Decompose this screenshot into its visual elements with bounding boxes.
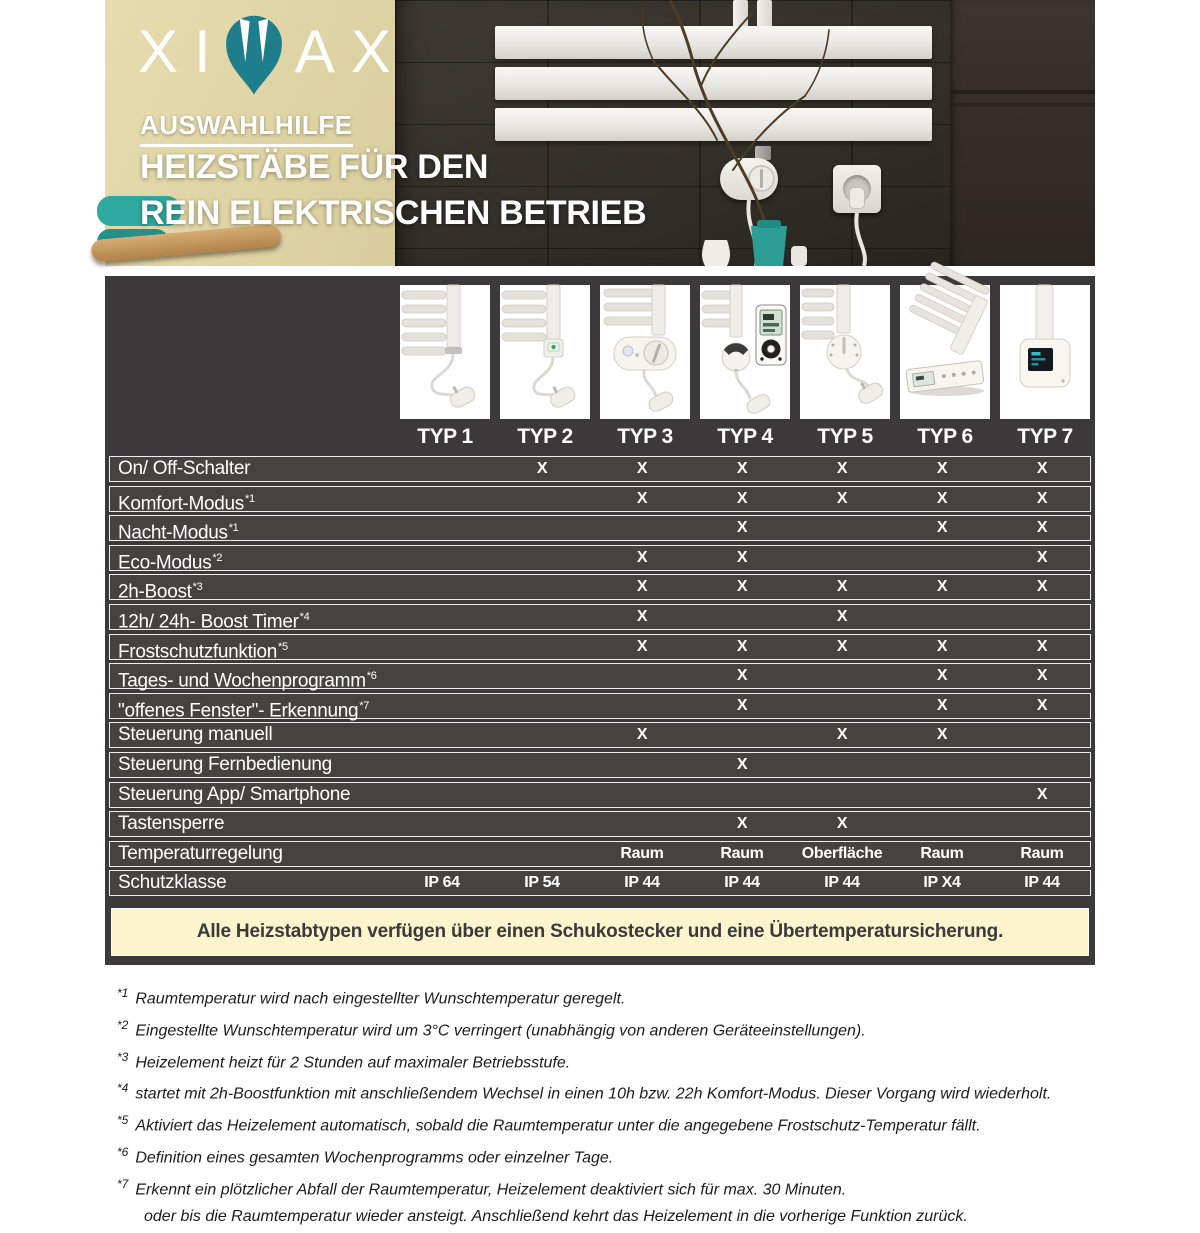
feature-empty	[592, 783, 692, 807]
product-image-typ-6	[900, 285, 990, 419]
table-row	[109, 486, 1091, 512]
table-row	[109, 841, 1091, 867]
feature-x-mark: X	[836, 607, 848, 625]
table-row	[109, 663, 1091, 692]
feature-x-mark: X	[636, 607, 648, 625]
hero-title-line1: HEIZSTÄBE FÜR DEN	[140, 148, 489, 186]
feature-empty	[792, 694, 892, 718]
table-row	[109, 811, 1091, 837]
feature-x-mark: X	[536, 460, 548, 477]
feature-x-mark: X	[936, 460, 948, 477]
row-label: On/ Off-Schalter	[118, 458, 251, 479]
feature-empty	[892, 546, 992, 570]
feature-empty	[392, 487, 492, 511]
feature-value: IP 44	[724, 874, 760, 892]
feature-x-mark: X	[836, 726, 848, 744]
footnote: $^{*7}$ Erkennt ein plötzlicher Abfall der Raumtemperatur, Heizelement deaktiviert sich für max. 30 Minuten. oder bis die Raumtemperatur wieder ansteigt. Anschließend kehrt das Heizelement in die vorherige Funktion zurück.	[117, 1175, 1097, 1226]
typ-header-spacer	[105, 422, 395, 452]
footnote-marker: *6	[117, 1145, 129, 1160]
table-row	[109, 515, 1091, 544]
table-row	[109, 752, 1091, 778]
feature-empty	[392, 812, 492, 836]
feature-empty	[492, 783, 592, 807]
feature-value: IP 44	[1024, 874, 1060, 892]
feature-empty	[392, 783, 492, 807]
feature-empty	[492, 694, 592, 718]
feature-x-mark: X	[936, 578, 948, 596]
feature-empty	[492, 635, 592, 659]
feature-empty	[892, 605, 992, 629]
table-row	[109, 574, 1091, 603]
table-row	[109, 545, 1091, 574]
product-image-typ-7	[1000, 285, 1090, 419]
footnote-marker: *1	[117, 986, 129, 1000]
branch-decoration	[642, 2, 829, 232]
table-row	[109, 870, 1091, 896]
feature-x-mark: X	[636, 460, 648, 477]
feature-value: Oberfläche	[801, 844, 883, 862]
product-image-typ-4	[700, 285, 790, 419]
row-label: Tages- und Wochenprogramm$^{*6}$	[118, 670, 377, 692]
footnote: $^{*4}$ startet mit 2h-Boostfunktion mit anschließendem Wechsel in einen 10h bzw. 22h Komfort-Modus. Dieser Vorgang wird wiederholt.	[117, 1081, 1052, 1103]
table-row	[109, 604, 1091, 633]
feature-x-mark: X	[736, 755, 748, 773]
feature-empty	[592, 664, 692, 688]
row-label: Komfort-Modus$^{*1}$	[118, 492, 255, 514]
product-image-typ-3	[600, 285, 690, 419]
footnote: $^{*1}$ Raumtemperatur wird nach eingestellter Wunschtemperatur geregelt.	[117, 986, 626, 1008]
feature-empty	[492, 723, 592, 747]
feature-value: Raum	[620, 844, 664, 862]
typ-column-label: TYP 3	[617, 425, 673, 448]
typ-column-label: TYP 7	[1017, 425, 1073, 448]
feature-empty	[492, 842, 592, 866]
typ-column-label: TYP 5	[817, 425, 873, 448]
footnote-marker: *3	[117, 1049, 129, 1064]
feature-empty	[892, 812, 992, 836]
feature-x-mark: X	[1036, 696, 1048, 714]
feature-x-mark: X	[836, 637, 848, 655]
feature-x-mark: X	[836, 489, 848, 507]
feature-empty	[492, 546, 592, 570]
feature-empty	[392, 753, 492, 777]
feature-empty	[792, 664, 892, 688]
feature-empty	[392, 546, 492, 570]
brand-logo	[138, 12, 407, 98]
row-label: Temperaturregelung	[118, 842, 283, 864]
footnote-marker: *7	[117, 1176, 129, 1191]
row-label: Frostschutzfunktion$^{*5}$	[118, 640, 288, 662]
feature-x-mark: X	[1036, 637, 1048, 655]
row-label: Nacht-Modus$^{*1}$	[118, 522, 239, 544]
feature-x-mark: X	[736, 637, 748, 655]
feature-x-mark: X	[936, 489, 948, 507]
feature-x-mark: X	[1036, 578, 1048, 596]
note-bar: Alle Heizstabtypen verfügen über einen Schukostecker und eine Übertemperatursicherung.	[111, 908, 1089, 956]
feature-empty	[792, 546, 892, 570]
footnote: $^{*5}$ Aktiviert das Heizelement automatisch, sobald die Raumtemperatur unter die angegebene Frostschutz-Temperatur fällt.	[117, 1113, 981, 1135]
feature-empty	[392, 842, 492, 866]
hero-title-line2: REIN ELEKTRISCHEN BETRIEB	[140, 194, 647, 232]
table-row	[109, 634, 1091, 660]
feature-x-mark: X	[636, 637, 648, 655]
feature-x-mark: X	[736, 815, 748, 833]
table-row	[109, 722, 1091, 748]
table-row	[109, 782, 1091, 808]
feature-x-mark: X	[936, 637, 948, 655]
feature-empty	[992, 753, 1092, 777]
feature-x-mark: X	[1036, 460, 1048, 477]
feature-empty	[792, 753, 892, 777]
feature-empty	[592, 812, 692, 836]
feature-value: Raum	[1020, 844, 1064, 862]
typ-column-label: TYP 6	[917, 425, 973, 448]
teal-vase	[751, 220, 787, 266]
feature-value: Raum	[920, 844, 964, 862]
feature-empty	[492, 605, 592, 629]
feature-x-mark: X	[936, 696, 948, 714]
row-label: "offenes Fenster"- Erkennung$^{*7}$	[118, 699, 370, 722]
feature-empty	[492, 664, 592, 688]
feature-x-mark: X	[736, 519, 748, 537]
row-label: 12h/ 24h- Boost Timer$^{*4}$	[118, 610, 310, 633]
row-label: Tastensperre	[118, 813, 225, 835]
feature-x-mark: X	[736, 548, 748, 566]
row-label: Steuerung manuell	[118, 724, 273, 746]
typ-column-label: TYP 2	[517, 425, 573, 448]
feature-x-mark: X	[836, 815, 848, 833]
logo-m-drop-icon	[223, 14, 285, 98]
table-row	[109, 693, 1091, 722]
feature-x-mark: X	[636, 548, 648, 566]
feature-x-mark: X	[736, 460, 748, 477]
feature-x-mark: X	[736, 578, 748, 596]
row-label: 2h-Boost$^{*3}$	[118, 581, 203, 603]
row-label: Schutzklasse	[118, 872, 227, 894]
feature-table-panel	[105, 276, 1095, 965]
footnote-marker: *2	[117, 1017, 129, 1032]
feature-empty	[692, 605, 792, 629]
feature-empty	[492, 753, 592, 777]
feature-value: IP X4	[923, 874, 961, 892]
feature-value: IP 64	[424, 874, 460, 892]
product-image-typ-5	[800, 285, 890, 419]
feature-empty	[992, 605, 1092, 629]
typ-header-row	[105, 422, 1095, 452]
footnote-marker: *4	[117, 1081, 129, 1096]
feature-x-mark: X	[1036, 667, 1048, 685]
power-cable	[856, 213, 865, 266]
feature-x-mark: X	[1036, 785, 1048, 803]
feature-empty	[492, 812, 592, 836]
feature-empty	[392, 664, 492, 688]
feature-empty	[392, 457, 492, 481]
feature-x-mark: X	[736, 696, 748, 714]
feature-x-mark: X	[1036, 548, 1048, 566]
row-label: Steuerung Fernbedienung	[118, 753, 332, 775]
feature-x-mark: X	[736, 489, 748, 507]
feature-empty	[392, 605, 492, 629]
feature-x-mark: X	[736, 667, 748, 685]
hero-eyebrow: AUSWAHLHILFE	[140, 110, 353, 147]
feature-empty	[792, 783, 892, 807]
feature-empty	[492, 575, 592, 599]
feature-x-mark: X	[636, 489, 648, 507]
feature-empty	[792, 516, 892, 540]
logo-text-right: AX	[294, 18, 407, 85]
footnote-marker: *5	[117, 1113, 129, 1128]
feature-rows	[109, 456, 1091, 900]
feature-x-mark: X	[836, 460, 848, 477]
typ-column-label: TYP 4	[717, 425, 773, 448]
feature-x-mark: X	[836, 578, 848, 596]
feature-value: IP 44	[624, 874, 660, 892]
footnote: $^{*6}$ Definition eines gesamten Wochenprogramms oder einzelner Tage.	[117, 1145, 614, 1167]
feature-x-mark: X	[636, 578, 648, 596]
feature-empty	[392, 635, 492, 659]
feature-empty	[392, 575, 492, 599]
row-label: Steuerung App/ Smartphone	[118, 783, 351, 805]
feature-value: IP 54	[524, 874, 560, 892]
feature-value: IP 44	[824, 874, 860, 892]
product-image-typ-2	[500, 285, 590, 419]
product-image-typ-1	[400, 285, 490, 419]
feature-empty	[592, 694, 692, 718]
typ-column-label: TYP 1	[417, 425, 473, 448]
footnote-continuation: oder bis die Raumtemperatur wieder ansteigt. Anschließend kehrt das Heizelement in die vorherige Funktion zurück.	[144, 1207, 968, 1225]
feature-empty	[492, 487, 592, 511]
feature-empty	[392, 723, 492, 747]
feature-empty	[892, 753, 992, 777]
feature-empty	[392, 516, 492, 540]
footnote: $^{*2}$ Eingestellte Wunschtemperatur wird um 3°C verringert (unabhängig von anderen Geräteeinstellungen).	[117, 1017, 866, 1040]
row-label: Eco-Modus$^{*2}$	[118, 551, 223, 574]
feature-x-mark: X	[636, 726, 648, 744]
feature-x-mark: X	[936, 667, 948, 685]
table-row	[109, 456, 1091, 482]
feature-empty	[492, 516, 592, 540]
feature-empty	[692, 723, 792, 747]
feature-empty	[592, 516, 692, 540]
footnotes	[117, 984, 1097, 1233]
feature-x-mark: X	[1036, 519, 1048, 537]
feature-value: Raum	[720, 844, 764, 862]
feature-empty	[692, 783, 792, 807]
feature-empty	[892, 783, 992, 807]
feature-empty	[992, 812, 1092, 836]
hero-banner	[105, 0, 1095, 266]
feature-x-mark: X	[936, 726, 948, 744]
feature-empty	[392, 694, 492, 718]
feature-empty	[992, 723, 1092, 747]
feature-x-mark: X	[1036, 489, 1048, 507]
logo-text-left: XI	[138, 18, 227, 85]
feature-empty	[592, 753, 692, 777]
feature-x-mark: X	[936, 519, 948, 537]
footnote: $^{*3}$ Heizelement heizt für 2 Stunden auf maximaler Betriebsstufe.	[117, 1049, 571, 1071]
